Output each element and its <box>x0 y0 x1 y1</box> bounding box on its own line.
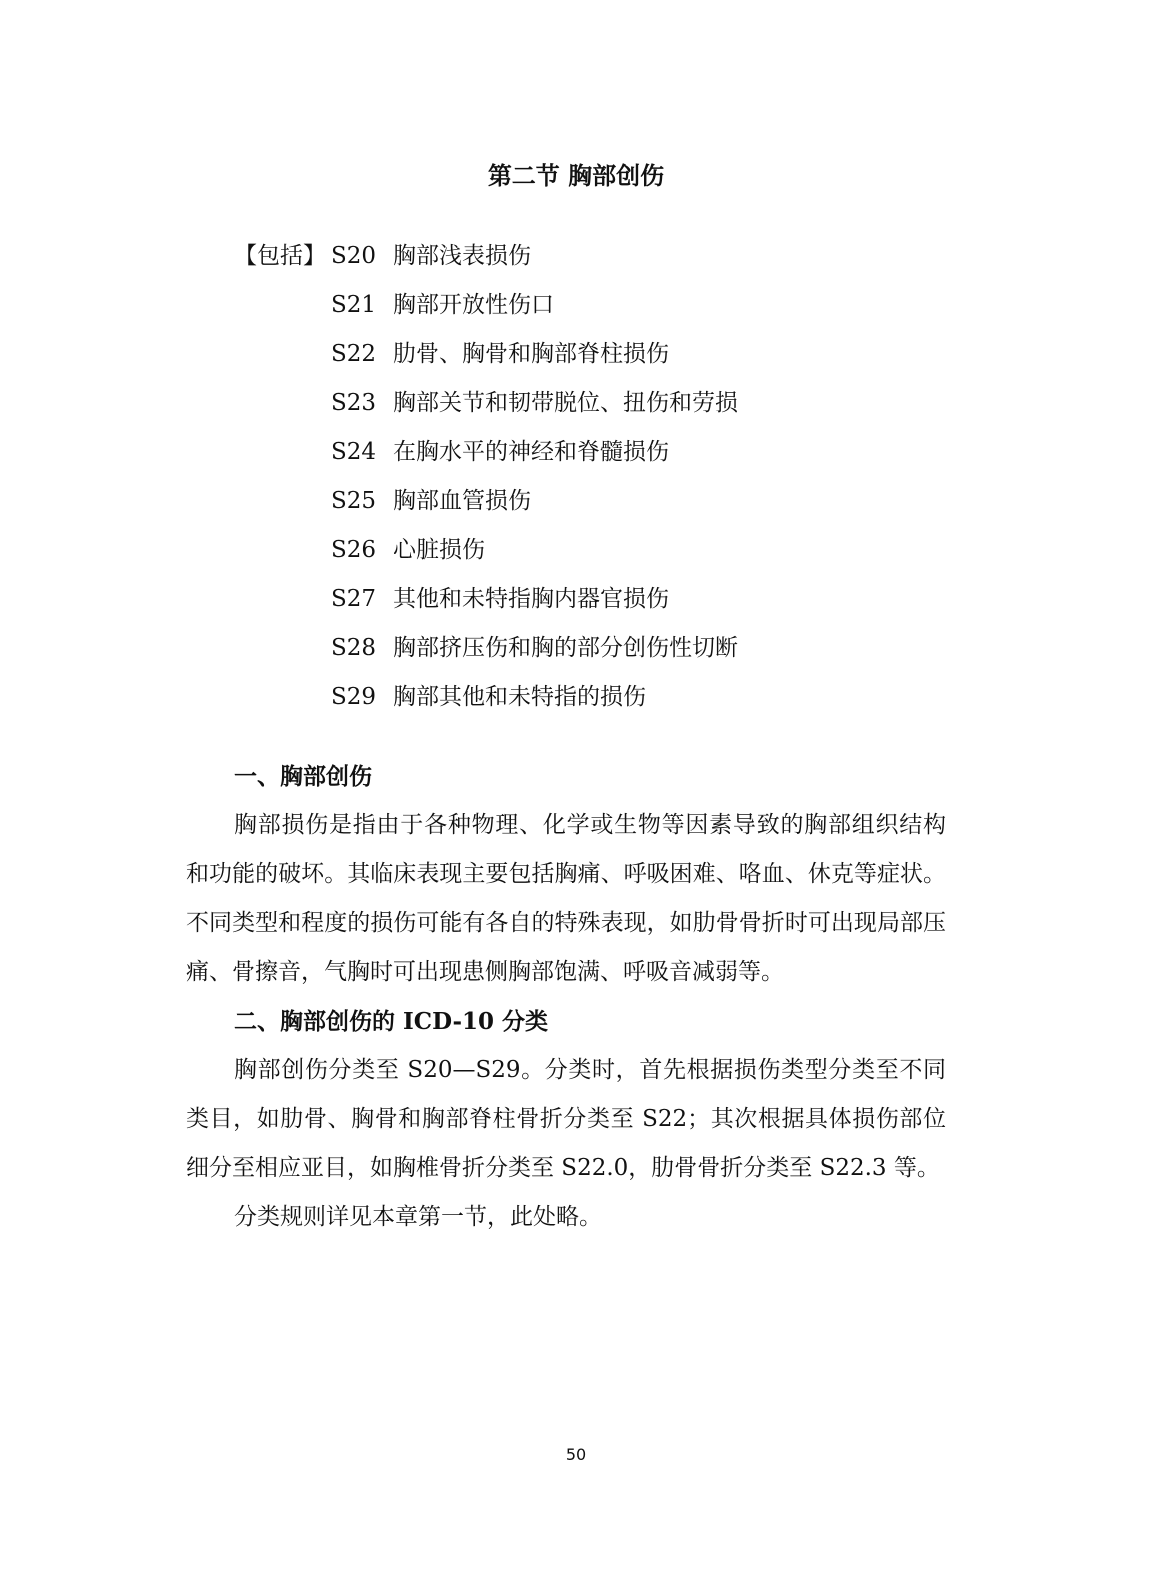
include-item <box>234 575 954 624</box>
include-code: S28 <box>331 635 377 661</box>
body-text <box>186 752 946 1242</box>
include-code: S23 <box>331 390 377 416</box>
include-desc: 胸部开放性伤口 <box>393 292 554 318</box>
paragraph-injury-description: 胸部损伤是指由于各种物理、化学或生物等因素导致的胸部组织结构和功能的破坏。其临床表现主要包括胸痛、呼吸困难、咯血、休克等症状。不同类型和程度的损伤可能有各自的特殊表现，如肋骨骨折时可出现局部压痛、骨擦音，气胸时可出现患侧胸部饱满、呼吸音减弱等。 <box>186 812 946 985</box>
include-list <box>234 232 954 722</box>
include-item <box>234 330 954 379</box>
include-item <box>234 624 954 673</box>
include-item <box>234 232 954 281</box>
include-desc: 心脏损伤 <box>393 537 485 563</box>
include-desc: 胸部其他和未特指的损伤 <box>393 684 646 710</box>
include-code: S26 <box>331 537 377 563</box>
include-item <box>234 477 954 526</box>
include-code: S21 <box>331 292 377 318</box>
include-item <box>234 281 954 330</box>
include-code: S22 <box>331 341 377 367</box>
section-heading-icd10: 二、胸部创伤的 ICD-10 分类 <box>234 1008 549 1035</box>
include-item <box>234 379 954 428</box>
section-heading-injury: 一、胸部创伤 <box>234 763 372 790</box>
page-number: 50 <box>565 1445 587 1464</box>
include-desc: 胸部挤压伤和胸的部分创伤性切断 <box>393 635 738 661</box>
page-title: 第二节 胸部创伤 <box>487 161 665 190</box>
include-desc: 在胸水平的神经和脊髓损伤 <box>393 439 669 465</box>
include-item <box>234 428 954 477</box>
include-desc: 胸部血管损伤 <box>393 488 531 514</box>
include-code: S29 <box>331 684 377 710</box>
paragraph-closing-note: 分类规则详见本章第一节，此处略。 <box>234 1204 602 1230</box>
include-desc: 肋骨、胸骨和胸部脊柱损伤 <box>393 341 669 367</box>
paragraph-icd10-classification: 胸部创伤分类至 S20—S29。分类时，首先根据损伤类型分类至不同类目，如肋骨、胸骨和胸部脊柱骨折分类至 S22；其次根据具体损伤部位细分至相应亚目，如胸椎骨折分类至 S22.0，肋骨骨折分类至 S22.3 等。 <box>186 1057 946 1181</box>
include-desc: 其他和未特指胸内器官损伤 <box>393 586 669 612</box>
include-desc: 胸部浅表损伤 <box>393 243 531 269</box>
include-code: S20 <box>331 243 377 269</box>
include-code: S24 <box>331 439 377 465</box>
include-item <box>234 526 954 575</box>
include-code: S27 <box>331 586 377 612</box>
include-item <box>234 673 954 722</box>
include-code: S25 <box>331 488 377 514</box>
include-tag: 【包括】 <box>234 243 326 269</box>
include-desc: 胸部关节和韧带脱位、扭伤和劳损 <box>393 390 738 416</box>
